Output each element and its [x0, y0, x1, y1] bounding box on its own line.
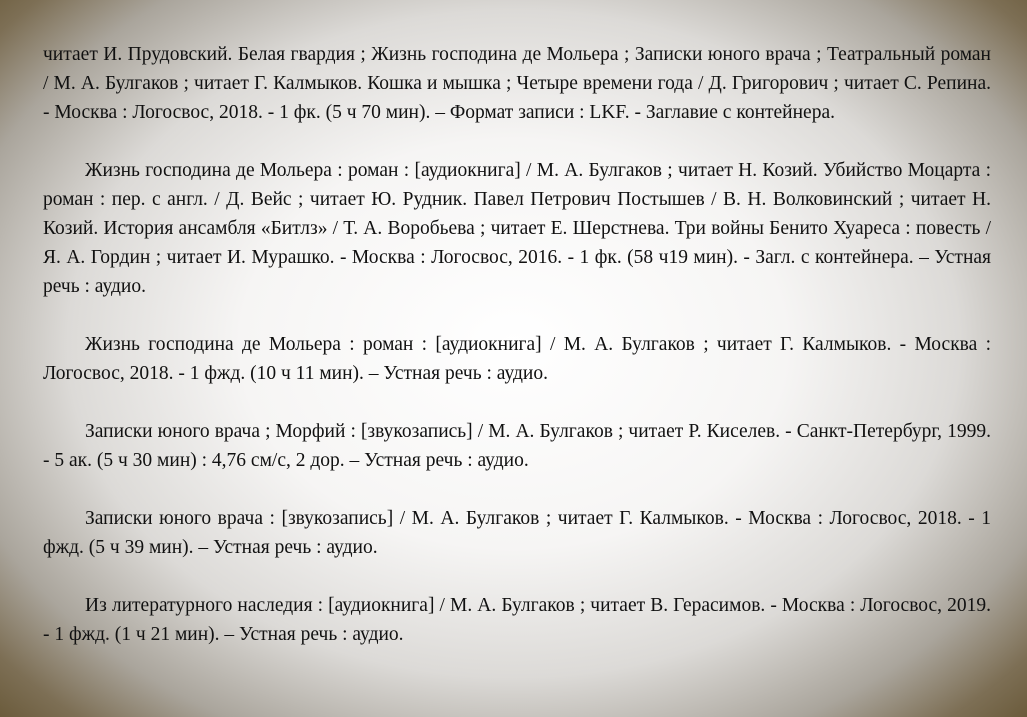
bibliography-entry: Записки юного врача : [звукозапись] / М. А. Булгаков ; читает Г. Калмыков. - Москва : Логосвос, 2018. - 1 фжд. (5 ч 39 мин). – Устная речь : аудио.	[43, 508, 991, 558]
bibliography-entry: Из литературного наследия : [аудиокнига] / М. А. Булгаков ; читает В. Герасимов. - Москва : Логосвос, 2019. - 1 фжд. (1 ч 21 мин). – Устная речь : аудио.	[43, 595, 991, 645]
bibliography-entry: Записки юного врача ; Морфий : [звукозапись] / М. А. Булгаков ; читает Р. Киселев. - Санкт-Петербург, 1999. - 5 ак. (5 ч 30 мин) : 4,76 см/с, 2 дор. – Устная речь : аудио.	[43, 421, 991, 471]
bibliography-list	[43, 40, 991, 649]
bibliography-entry: читает И. Прудовский. Белая гвардия ; Жизнь господина де Мольера ; Записки юного врача ; Театральный роман / М. А. Булгаков ; читает Г. Калмыков. Кошка и мышка ; Четыре времени года / Д. Григорович ; читает С. Репина. - Москва : Логосвос, 2018. - 1 фк. (5 ч 70 мин). – Формат записи : LKF. - Заглавие с контейнера.	[43, 44, 991, 123]
bibliography-entry: Жизнь господина де Мольера : роман : [аудиокнига] / М. А. Булгаков ; читает Н. Козий. Убийство Моцарта : роман : пер. с англ. / Д. Вейс ; читает Ю. Рудник. Павел Петрович Постышев / В. Н. Волковинский ; читает Н. Козий. История ансамбля «Битлз» / Т. А. Воробьева ; читает Е. Шерстнева. Три войны Бенито Хуареса : повесть / Я. А. Гордин ; читает И. Мурашко. - Москва : Логосвос, 2016. - 1 фк. (58 ч19 мин). - Загл. с контейнера. – Устная речь : аудио.	[43, 160, 991, 297]
bibliography-entry: Жизнь господина де Мольера : роман : [аудиокнига] / М. А. Булгаков ; читает Г. Калмыков. - Москва : Логосвос, 2018. - 1 фжд. (10 ч 11 мин). – Устная речь : аудио.	[43, 334, 991, 384]
